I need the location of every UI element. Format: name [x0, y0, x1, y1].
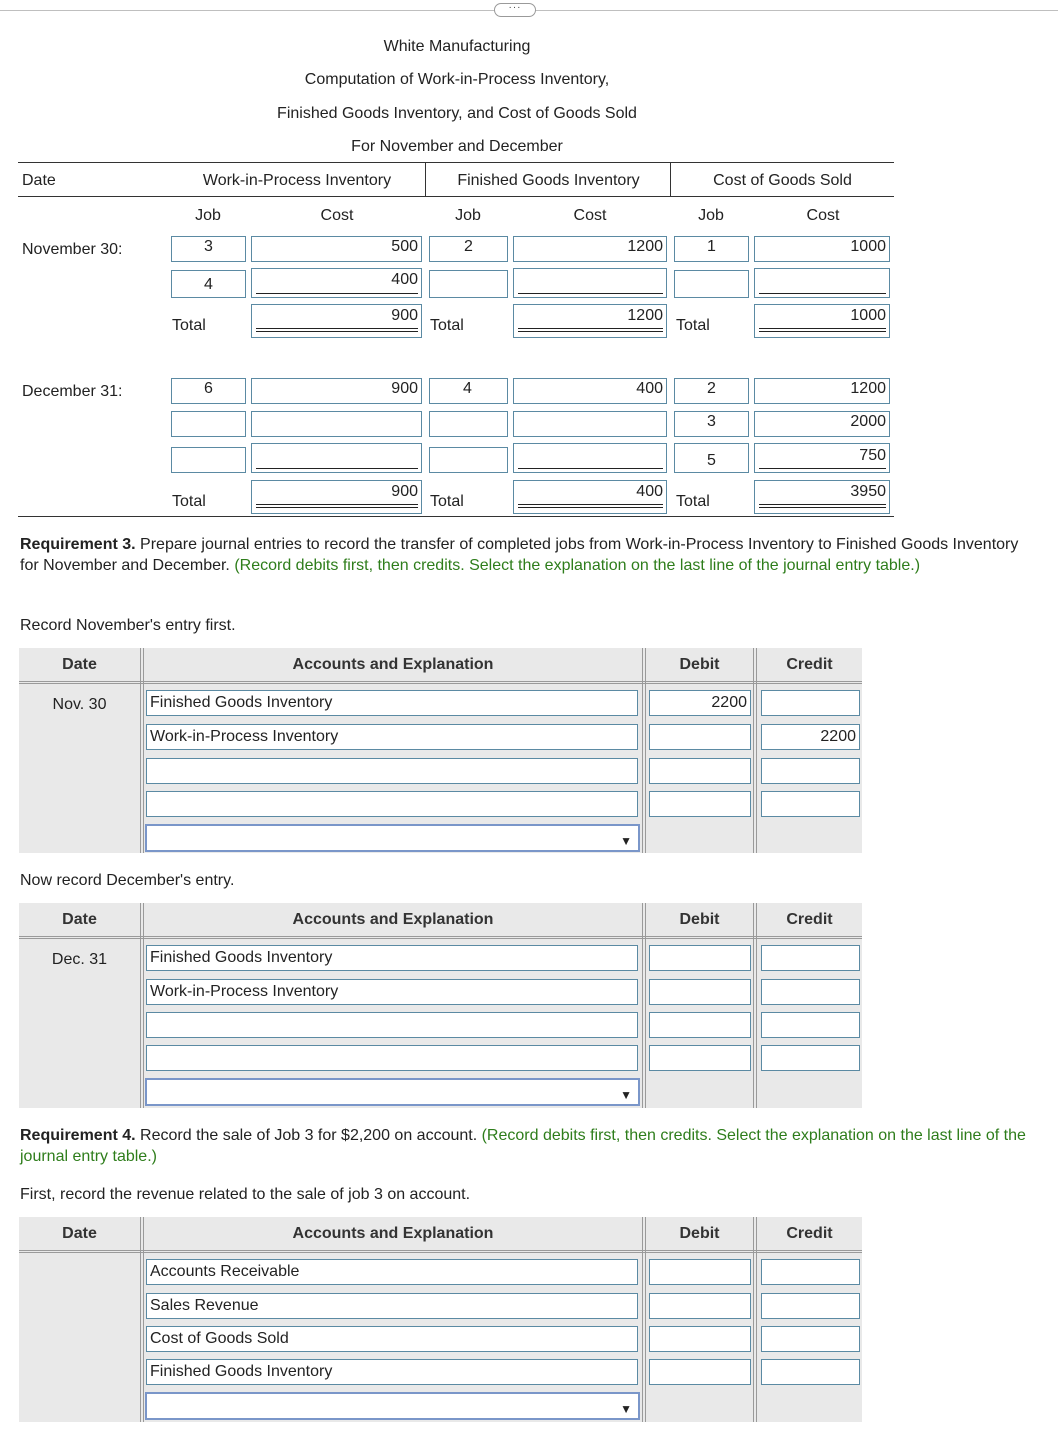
nov-fg-underline — [518, 293, 663, 294]
journal-header — [19, 1217, 862, 1253]
nov-fg-cost-1[interactable]: 1200 — [513, 236, 667, 262]
debit-field[interactable] — [649, 791, 751, 817]
credit-field[interactable] — [761, 979, 860, 1005]
dec-wip-cost-1[interactable]: 900 — [251, 378, 422, 404]
dec-cogs-total[interactable]: 3950 — [754, 480, 890, 514]
dec-cogs-job-1[interactable]: 2 — [674, 378, 749, 404]
dec-wip-cost-2[interactable] — [251, 411, 422, 437]
column-divider — [140, 648, 144, 853]
col-wip-header: Work-in-Process Inventory — [202, 172, 392, 189]
requirement-4-body: Record the sale of Job 3 for $2,200 on account. — [135, 1127, 478, 1144]
debit-field[interactable] — [649, 1012, 751, 1038]
column-divider — [642, 1217, 646, 1422]
nov-fg-double-underline — [518, 328, 663, 332]
account-field[interactable]: Work-in-Process Inventory — [146, 979, 638, 1005]
nov-wip-job-2[interactable]: 4 — [171, 270, 246, 298]
fg-job-subheader: Job — [455, 207, 481, 224]
nov-cogs-double-underline — [759, 328, 886, 332]
dec-fg-double-underline — [518, 504, 663, 508]
chevron-down-icon: ▼ — [620, 834, 632, 848]
nov-fg-job-1[interactable]: 2 — [429, 236, 508, 262]
journal-accounts-header: Accounts and Explanation — [292, 656, 494, 673]
debit-field[interactable] — [649, 1259, 751, 1285]
dec-fg-job-2[interactable] — [429, 411, 508, 437]
requirement-4-title: Requirement 4. — [20, 1127, 136, 1144]
nov-fg-total-label: Total — [430, 317, 464, 334]
account-field[interactable] — [146, 1012, 638, 1038]
dec-fg-job-1[interactable]: 4 — [429, 378, 508, 404]
journal-debit-header: Debit — [679, 656, 720, 673]
nov-cogs-job-2[interactable] — [674, 270, 749, 298]
nov-wip-cost-1[interactable]: 500 — [251, 236, 422, 262]
credit-field[interactable]: 2200 — [761, 724, 860, 750]
debit-field[interactable] — [649, 1293, 751, 1319]
explanation-select[interactable] — [145, 824, 640, 852]
journal-date-header: Date — [62, 656, 97, 673]
december-label: December 31: — [22, 383, 123, 400]
dec-cogs-total-label: Total — [676, 493, 710, 510]
dec-fg-cost-2[interactable] — [513, 411, 667, 437]
journal-accounts-header: Accounts and Explanation — [292, 911, 494, 928]
company-name: White Manufacturing — [383, 38, 531, 55]
journal-debit-header: Debit — [679, 911, 720, 928]
requirement-3-title: Requirement 3. — [20, 536, 136, 553]
chevron-down-icon: ▼ — [620, 1088, 632, 1102]
account-field[interactable] — [146, 758, 638, 784]
chevron-down-icon: ▼ — [620, 1402, 632, 1416]
explanation-select[interactable] — [145, 1392, 640, 1420]
dec-wip-underline — [256, 468, 418, 469]
nov-fg-total[interactable]: 1200 — [513, 304, 667, 338]
nov-fg-job-2[interactable] — [429, 270, 508, 298]
nov-cogs-job-1[interactable]: 1 — [674, 236, 749, 262]
cogs-job-subheader: Job — [698, 207, 724, 224]
header-rule-bottom — [18, 196, 894, 197]
journal-table-sale — [19, 1217, 862, 1422]
journal-body — [19, 1253, 862, 1422]
dec-wip-job-2[interactable] — [171, 411, 246, 437]
journal-body — [19, 939, 862, 1108]
credit-field[interactable] — [761, 1259, 860, 1285]
nov-cogs-underline — [759, 293, 886, 294]
journal-table-december — [19, 903, 862, 1108]
debit-field[interactable] — [649, 979, 751, 1005]
credit-field[interactable] — [761, 690, 860, 716]
journal-date: Nov. 30 — [52, 696, 107, 713]
column-divider — [642, 648, 646, 853]
account-field[interactable] — [146, 791, 638, 817]
nov-cogs-total-label: Total — [676, 317, 710, 334]
report-title-line1: Computation of Work-in-Process Inventory, — [304, 71, 610, 88]
dec-cogs-underline — [759, 468, 886, 469]
more-options-button[interactable]: ··· — [494, 3, 536, 17]
nov-wip-total[interactable]: 900 — [251, 304, 422, 338]
sale-prompt: First, record the revenue related to the sale of job 3 on account. — [20, 1186, 471, 1203]
dec-cogs-job-3[interactable]: 5 — [674, 443, 749, 473]
journal-header — [19, 903, 862, 939]
account-field[interactable]: Work-in-Process Inventory — [146, 724, 638, 750]
dec-wip-job-1[interactable]: 6 — [171, 378, 246, 404]
credit-field[interactable] — [761, 1045, 860, 1071]
col-cogs-header: Cost of Goods Sold — [713, 172, 852, 189]
account-field[interactable]: Finished Goods Inventory — [146, 1359, 638, 1385]
nov-wip-total-label: Total — [172, 317, 206, 334]
col-date-header: Date — [22, 172, 56, 189]
credit-field[interactable] — [761, 791, 860, 817]
december-prompt: Now record December's entry. — [20, 872, 235, 889]
column-divider — [753, 903, 757, 1108]
requirement-3-hint: (Record debits first, then credits. Select the explanation on the last line of the journal entry table.) — [229, 557, 921, 574]
credit-field[interactable] — [761, 758, 860, 784]
journal-date-header: Date — [62, 911, 97, 928]
credit-field[interactable] — [761, 1326, 860, 1352]
debit-field[interactable] — [649, 1045, 751, 1071]
header-sep-1 — [425, 162, 426, 196]
journal-body — [19, 684, 862, 853]
dec-cogs-cost-3[interactable]: 750 — [754, 443, 890, 473]
debit-field[interactable] — [649, 724, 751, 750]
column-divider — [140, 1217, 144, 1422]
account-field[interactable] — [146, 1045, 638, 1071]
november-prompt: Record November's entry first. — [20, 617, 236, 634]
wip-cost-subheader: Cost — [320, 207, 354, 224]
credit-field[interactable] — [761, 945, 860, 971]
column-divider — [753, 648, 757, 853]
credit-field[interactable] — [761, 1293, 860, 1319]
dec-fg-underline — [518, 468, 663, 469]
requirement-3-text — [20, 534, 1040, 576]
dec-cogs-cost-2[interactable]: 2000 — [754, 411, 890, 437]
wip-job-subheader: Job — [195, 207, 221, 224]
debit-field[interactable] — [649, 945, 751, 971]
credit-field[interactable] — [761, 1012, 860, 1038]
dec-fg-job-3[interactable] — [429, 447, 508, 473]
journal-header — [19, 648, 862, 684]
column-divider — [642, 903, 646, 1108]
requirement-4-hint: (Record debits first, then credits. Select the explanation on the last line of the journal entry table.) — [20, 1127, 1026, 1165]
account-field[interactable]: Cost of Goods Sold — [146, 1326, 638, 1352]
dec-cogs-job-2[interactable]: 3 — [674, 411, 749, 437]
column-divider — [753, 1217, 757, 1422]
account-field[interactable]: Finished Goods Inventory — [146, 945, 638, 971]
nov-wip-underline — [256, 293, 418, 294]
dec-wip-total[interactable]: 900 — [251, 480, 422, 514]
journal-table-november — [19, 648, 862, 853]
debit-field[interactable]: 2200 — [649, 690, 751, 716]
journal-date: Dec. 31 — [51, 951, 108, 968]
report-title-line2: Finished Goods Inventory, and Cost of Goods Sold — [277, 105, 637, 122]
journal-credit-header: Credit — [786, 656, 833, 673]
header-sep-2 — [670, 162, 671, 196]
nov-wip-job-1[interactable]: 3 — [171, 236, 246, 262]
account-field[interactable]: Sales Revenue — [146, 1293, 638, 1319]
credit-field[interactable] — [761, 1359, 860, 1385]
requirement-4-text — [20, 1125, 1040, 1167]
account-field[interactable]: Accounts Receivable — [146, 1259, 638, 1285]
journal-credit-header: Credit — [786, 911, 833, 928]
debit-field[interactable] — [649, 1326, 751, 1352]
journal-date-header: Date — [62, 1225, 97, 1242]
dec-fg-total[interactable]: 400 — [513, 480, 667, 514]
report-period: For November and December — [351, 138, 563, 155]
nov-wip-cost-2[interactable]: 400 — [251, 268, 422, 298]
explanation-select[interactable] — [145, 1078, 640, 1106]
debit-field[interactable] — [649, 758, 751, 784]
dec-cogs-cost-1[interactable]: 1200 — [754, 378, 890, 404]
nov-wip-double-underline — [256, 328, 418, 332]
dec-cogs-double-underline — [759, 504, 886, 508]
nov-cogs-total[interactable]: 1000 — [754, 304, 890, 338]
report-bottom-rule — [18, 516, 894, 517]
journal-credit-header: Credit — [786, 1225, 833, 1242]
november-label: November 30: — [22, 241, 123, 258]
debit-field[interactable] — [649, 1359, 751, 1385]
cogs-cost-subheader: Cost — [806, 207, 840, 224]
dec-wip-double-underline — [256, 504, 418, 508]
account-field[interactable]: Finished Goods Inventory — [146, 690, 638, 716]
dec-wip-total-label: Total — [172, 493, 206, 510]
header-rule-top — [18, 162, 894, 163]
dec-wip-job-3[interactable] — [171, 447, 246, 473]
dec-fg-total-label: Total — [430, 493, 464, 510]
nov-cogs-cost-1[interactable]: 1000 — [754, 236, 890, 262]
column-divider — [140, 903, 144, 1108]
fg-cost-subheader: Cost — [573, 207, 607, 224]
dec-fg-cost-1[interactable]: 400 — [513, 378, 667, 404]
col-fg-header: Finished Goods Inventory — [457, 172, 640, 189]
requirement-3-body: Prepare journal entries to record the transfer of completed jobs from Work-in-Process Inventory to Finished Goods Inventory for November and December. — [20, 536, 1019, 574]
journal-debit-header: Debit — [679, 1225, 720, 1242]
journal-accounts-header: Accounts and Explanation — [292, 1225, 494, 1242]
